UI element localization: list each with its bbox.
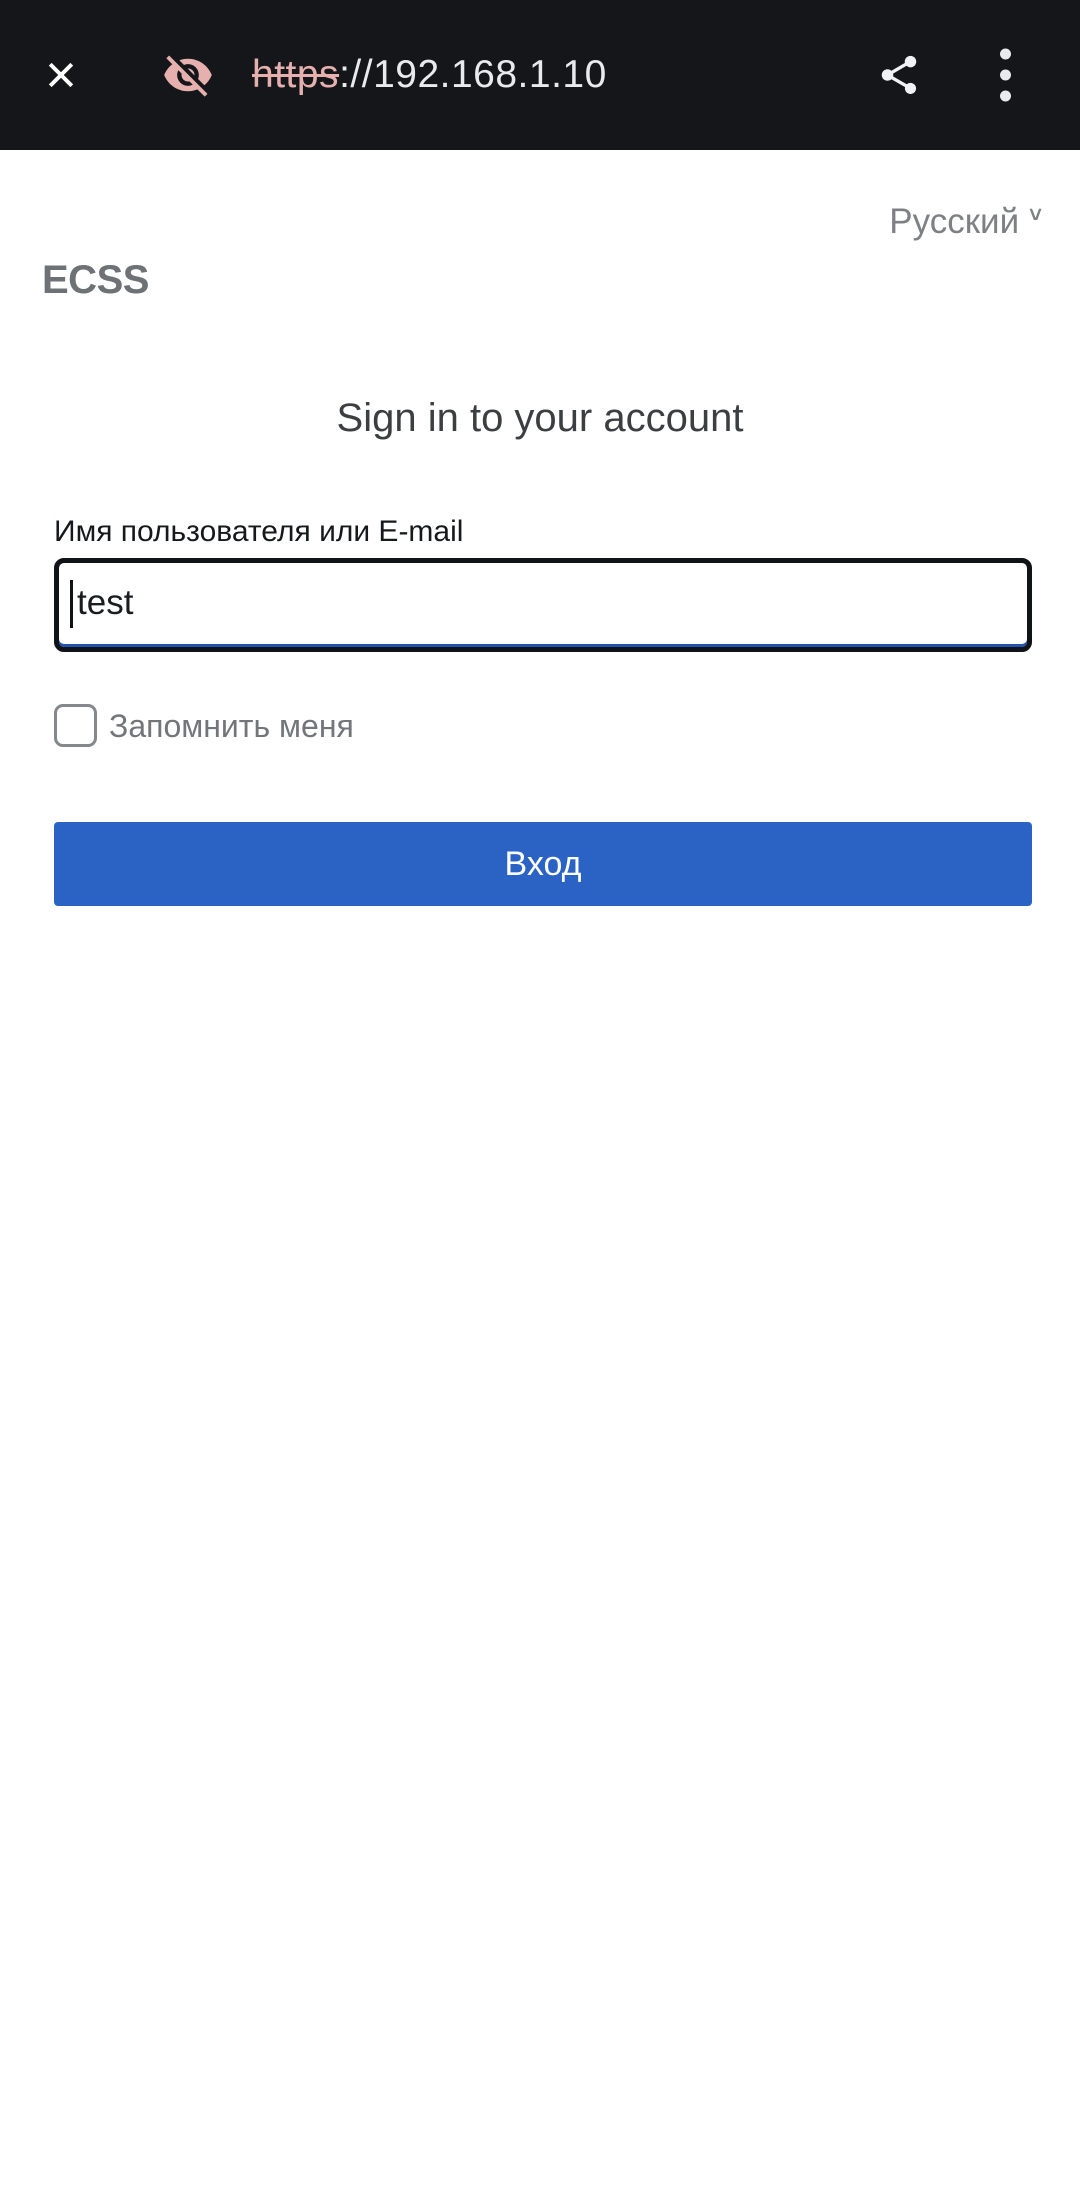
three-dot-menu-icon bbox=[1000, 49, 1011, 102]
chevron-down-icon: ˅ bbox=[1029, 202, 1042, 227]
language-row bbox=[0, 202, 1080, 242]
close-tab-button[interactable] bbox=[42, 56, 80, 94]
eye-off-icon bbox=[162, 49, 214, 101]
remember-me-checkbox[interactable] bbox=[54, 704, 97, 747]
realm-logo: ECSS bbox=[42, 258, 149, 302]
page-title: Sign in to your account bbox=[336, 396, 744, 440]
username-label: Имя пользователя или E-mail bbox=[54, 515, 464, 548]
username-input[interactable] bbox=[54, 558, 1032, 652]
language-selector[interactable] bbox=[889, 202, 1042, 242]
overflow-menu-button[interactable] bbox=[1000, 49, 1011, 102]
url-host: ://192.168.1.10 bbox=[339, 53, 607, 96]
close-icon bbox=[42, 56, 80, 94]
language-selector-label: Русский bbox=[889, 202, 1020, 241]
text-cursor bbox=[70, 580, 73, 628]
login-form bbox=[54, 514, 1032, 906]
login-page bbox=[0, 150, 1080, 906]
share-icon bbox=[876, 52, 922, 98]
browser-toolbar bbox=[0, 0, 1080, 150]
sign-in-button[interactable]: Вход bbox=[54, 822, 1032, 906]
username-input-wrap bbox=[54, 558, 1032, 652]
remember-me-label[interactable]: Запомнить меня bbox=[109, 707, 354, 744]
connection-security-button[interactable] bbox=[162, 49, 214, 101]
remember-me-row bbox=[54, 704, 1032, 747]
url-scheme-struck: https bbox=[252, 53, 340, 96]
share-button[interactable] bbox=[876, 52, 922, 98]
url-bar[interactable] bbox=[252, 53, 607, 97]
